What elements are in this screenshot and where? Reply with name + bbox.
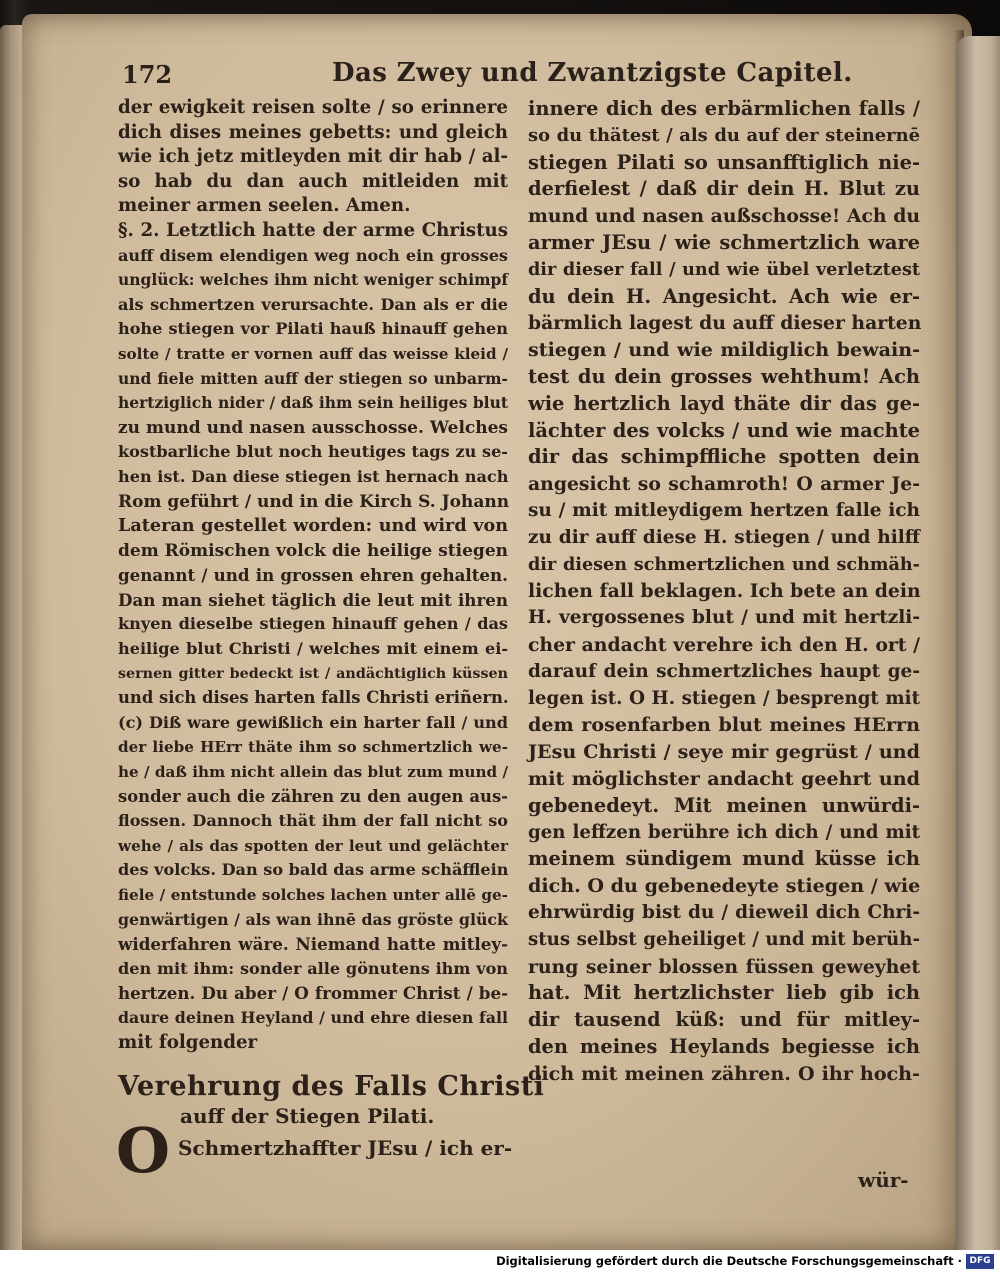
text-line: rung seiner blossen füssen geweyhet bbox=[528, 955, 920, 978]
text-line: H. vergossenes blut / und mit hertzli- bbox=[528, 607, 920, 629]
text-line: sernen gitter bedeckt ist / andächtiglich küssen bbox=[118, 665, 508, 682]
text-line: meinem sündigem mund küsse ich bbox=[528, 847, 920, 871]
text-line: so du thätest / als du auf der steinernē bbox=[528, 124, 920, 146]
text-line: stiegen Pilati so unsanfftiglich nie- bbox=[528, 150, 920, 174]
text-line: dir das schimpffliche spotten dein bbox=[528, 445, 920, 469]
text-line: dich dises meines gebetts: und gleich bbox=[118, 121, 508, 143]
text-line: innere dich des erbärmlichen falls / bbox=[528, 97, 920, 120]
text-line: cher andacht verehre ich den H. ort / bbox=[528, 633, 920, 656]
text-line: knyen dieselbe stiegen hinauff gehen / das bbox=[118, 614, 508, 634]
page-number: 172 bbox=[122, 60, 173, 89]
prayer-heading bbox=[118, 1071, 545, 1128]
text-line: hat. Mit hertzlichster lieb gib ich bbox=[528, 981, 920, 1005]
footer-credit: Digitalisierung gefördert durch die Deutsche Forschungsgemeinschaft · bbox=[496, 1254, 962, 1268]
text-line: fiele / entstunde solches lachen unter allē ge- bbox=[118, 886, 508, 904]
text-line: des volcks. Dan so bald das arme schäfflein bbox=[118, 860, 509, 880]
text-line: mit folgender bbox=[118, 1031, 258, 1053]
text-line: JEsu Christi / seye mir gegrüst / und bbox=[528, 740, 920, 764]
text-line: hertzen. Du aber / O frommer Christ / be- bbox=[118, 983, 508, 1004]
text-line: §. 2. Letztlich hatte der arme Christus bbox=[118, 219, 508, 241]
text-line: (c) Diß ware gewißlich ein harter fall / und bbox=[118, 712, 508, 732]
text-line: als schmertzen verursachte. Dan als er die bbox=[118, 294, 508, 314]
page-header bbox=[122, 56, 942, 96]
left-text-column bbox=[118, 96, 508, 1055]
text-line: darauf dein schmertzliches haupt ge- bbox=[528, 660, 920, 682]
text-line: dich. O du gebenedeyte stiegen / wie bbox=[528, 874, 921, 898]
text-line: dich mit meinen zähren. O ihr hoch- bbox=[528, 1061, 920, 1085]
decorated-initial: O bbox=[116, 1114, 171, 1187]
text-line: dir dieser fall / und wie übel verletztest bbox=[528, 258, 920, 280]
text-line: ehrwürdig bist du / dieweil dich Chri- bbox=[528, 901, 920, 923]
text-line: wie ich jetz mitleyden mit dir hab / al- bbox=[118, 146, 508, 168]
text-line: der ewigkeit reisen solte / so erinnere bbox=[118, 97, 508, 118]
text-line: mund und nasen außschosse! Ach du bbox=[528, 205, 920, 228]
text-line: dem Römischen volck die heilige stiegen bbox=[118, 540, 508, 561]
prayer-subtitle: auff der Stiegen Pilati. bbox=[180, 1104, 435, 1128]
right-page-edge bbox=[956, 36, 1000, 1250]
text-line: wie hertzlich layd thäte dir das ge- bbox=[528, 391, 920, 415]
text-line: den meines Heylands begiesse ich bbox=[528, 1034, 920, 1058]
text-line: Dan man siehet täglich die leut mit ihren bbox=[118, 589, 508, 610]
prayer-opening-text: Schmertzhaffter JEsu / ich er- bbox=[178, 1136, 513, 1160]
digitization-footer bbox=[0, 1250, 1000, 1273]
text-line: stus selbst geheiliget / und mit berüh- bbox=[528, 928, 920, 950]
text-line: stiegen / und wie mildiglich bewain- bbox=[528, 338, 920, 362]
text-line: und sich dises harten falls Christi eriñern. bbox=[118, 688, 509, 708]
text-line: gebenedeyt. Mit meinen unwürdi- bbox=[528, 793, 920, 817]
text-line: wehe / als das spotten der leut und gelächter bbox=[118, 836, 508, 855]
text-line: der liebe HErr thäte ihm so schmertzlich we- bbox=[118, 738, 508, 757]
text-line: widerfahren wäre. Niemand hatte mitley- bbox=[118, 934, 508, 955]
text-line: test du dein grosses wehthum! Ach bbox=[528, 364, 920, 388]
text-line: hertziglich nider / daß ihm sein heiliges blut bbox=[118, 393, 508, 413]
text-line: dem rosenfarben blut meines HErrn bbox=[528, 713, 920, 737]
text-line: zu dir auff diese H. stiegen / und hilff bbox=[528, 526, 920, 548]
text-line: genwärtigen / als wan ihnē das gröste glück bbox=[118, 909, 508, 929]
text-line: hohe stiegen vor Pilati hauß hinauff gehen bbox=[118, 319, 508, 339]
text-line: he / daß ihm nicht allein das blut zum mund / bbox=[118, 763, 508, 782]
text-line: dir tausend küß: und für mitley- bbox=[528, 1008, 920, 1032]
dfg-logo: DFG bbox=[966, 1254, 994, 1269]
prayer-title: Verehrung des Falls Christi bbox=[118, 1071, 545, 1102]
text-line: derfielest / daß dir dein H. Blut zu bbox=[528, 177, 920, 201]
text-line: du dein H. Angesicht. Ach wie er- bbox=[528, 284, 920, 308]
text-line: hen ist. Dan diese stiegen ist hernach nach bbox=[118, 466, 509, 486]
text-line: dir diesen schmertzlichen und schmäh- bbox=[528, 553, 920, 575]
running-title: Das Zwey und Zwantzigste Capitel. bbox=[332, 58, 853, 88]
text-line: solte / tratte er vornen auff das weisse kleid / bbox=[118, 344, 508, 363]
text-line: flossen. Dannoch thät ihm der fall nicht so bbox=[118, 811, 508, 831]
text-line: gen leffzen berühre ich dich / und mit bbox=[528, 821, 920, 843]
text-line: angesicht so schamroth! O armer Je- bbox=[528, 473, 920, 496]
text-line: lächter des volcks / und wie machte bbox=[528, 418, 920, 442]
text-line: den mit ihm: sonder alle gönutens ihm von bbox=[118, 958, 508, 978]
text-line: legen ist. O H. stiegen / besprengt mit bbox=[528, 687, 920, 709]
text-line: kostbarliche blut noch heutiges tags zu se- bbox=[118, 442, 508, 462]
text-line: mit möglichster andacht geehrt und bbox=[528, 766, 920, 790]
text-line: armer JEsu / wie schmertzlich ware bbox=[528, 230, 920, 254]
text-line: heilige blut Christi / welches mit einem ei- bbox=[118, 639, 508, 659]
text-line: genannt / und in grossen ehren gehalten. bbox=[118, 565, 508, 586]
text-line: und fiele mitten auff der stiegen so unbarm- bbox=[118, 368, 508, 388]
text-line: meiner armen seelen. Amen. bbox=[118, 195, 411, 217]
text-line: so hab du dan auch mitleiden mit bbox=[118, 170, 508, 192]
text-line: Lateran gestellet worden: und wird von bbox=[118, 515, 508, 537]
text-line: zu mund und nasen ausschosse. Welches bbox=[118, 417, 508, 438]
text-line: bärmlich lagest du auff dieser harten bbox=[528, 312, 922, 335]
text-line: daure deinen Heyland / und ehre diesen fall bbox=[118, 1007, 508, 1027]
text-line: su / mit mitleydigem hertzen falle ich bbox=[528, 499, 920, 521]
catchword: wür- bbox=[858, 1168, 909, 1192]
text-line: unglück: welches ihm nicht weniger schimpf bbox=[118, 270, 508, 290]
text-line: lichen fall beklagen. Ich bete an dein bbox=[528, 580, 921, 603]
text-line: sonder auch die zähren zu den augen aus- bbox=[118, 786, 508, 806]
right-text-column bbox=[528, 96, 920, 1087]
text-line: auff disem elendigen weg noch ein grosses bbox=[118, 245, 508, 265]
text-line: Rom geführt / und in die Kirch S. Johann bbox=[118, 491, 510, 512]
